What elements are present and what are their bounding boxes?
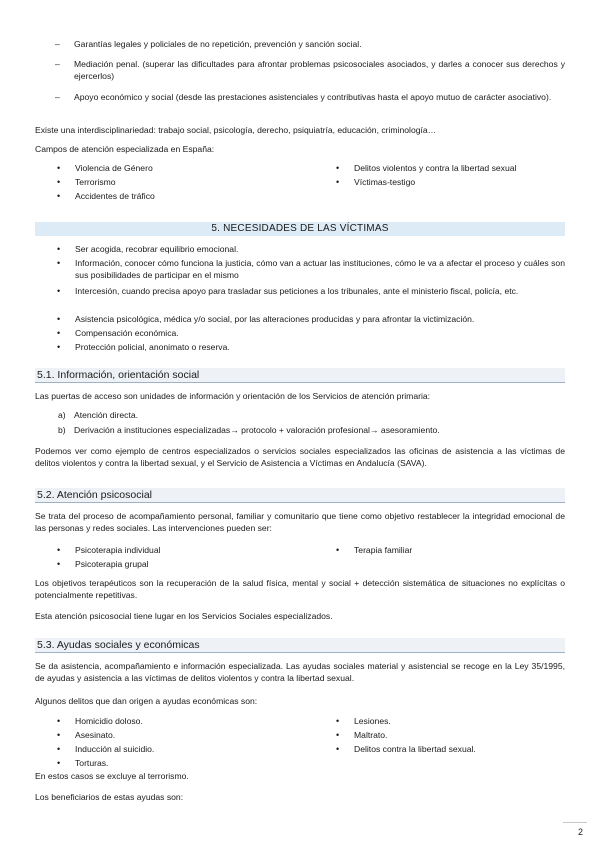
bullet-icon: • — [57, 314, 61, 324]
paragraph: Podemos ver como ejemplo de centros especializados o servicios sociales especializados las oficinas de asistencia a las víctimas de delitos violentos y contra la libertad sexual, y el Servicio de Asistencia a Víctimas en Andalucía (SAVA). — [35, 446, 565, 468]
list-item: b) Derivación a instituciones especializadas→ protocolo + valoración profesional→ asesoramiento. — [58, 425, 440, 435]
bullet-icon: • — [336, 730, 340, 740]
list-item: a) Atención directa. — [58, 410, 139, 420]
paragraph: Esta atención psicosocial tiene lugar en los Servicios Sociales especializados. — [35, 611, 333, 621]
list-item: • Intercesión, cuando precisa apoyo para trasladar sus peticiones a los tribunales, ante el ministerio fiscal, policía, etc. — [57, 286, 519, 296]
list-item: • Protección policial, anonimato o reserva. — [57, 342, 230, 352]
list-item: • Delitos violentos y contra la libertad sexual — [336, 163, 517, 173]
list-item — [55, 58, 565, 82]
list-item: • Accidentes de tráfico — [57, 191, 155, 201]
paragraph: Algunos delitos que dan origen a ayudas económicas son: — [35, 696, 258, 706]
list-item: • Asistencia psicológica, médica y/o social, por las alteraciones producidas y para afrontar la victimización. — [57, 314, 475, 324]
list-item — [55, 38, 565, 50]
bullet-icon: • — [57, 191, 61, 201]
paragraph: Se da asistencia, acompañamiento e información especializada. Las ayudas sociales material y asistencial se recoge en la Ley 35/1995, de ayudas y asistencia a las víctimas de delitos violentos y contra la libertad sexual. — [35, 661, 565, 683]
section-heading: 5. NECESIDADES DE LAS VÍCTIMAS — [35, 222, 565, 236]
page-number: 2 — [578, 827, 584, 837]
list-item: • Psicoterapia grupal — [57, 559, 149, 569]
bullet-icon: • — [57, 758, 61, 768]
bullet-icon: • — [57, 177, 61, 187]
dash-marker: – — [55, 92, 60, 102]
subsection-heading: 5.1. Información, orientación social — [35, 368, 565, 383]
bullet-icon: • — [57, 244, 61, 254]
list-item: • Violencia de Género — [57, 163, 153, 173]
list-item-text: Apoyo económico y social (desde las prestaciones asistenciales y contributivas hasta el apoyo mutuo de carácter asociativo). — [74, 92, 552, 102]
paragraph: Existe una interdisciplinariedad: trabajo social, psicología, derecho, psiquiatría, educación, criminología… — [35, 125, 437, 135]
subsection-heading: 5.2. Atención psicosocial — [35, 488, 565, 503]
bullet-icon: • — [336, 744, 340, 754]
bullet-icon: • — [57, 716, 61, 726]
dash-marker: – — [55, 39, 60, 49]
list-item: • Ser acogida, recobrar equilibrio emocional. — [57, 244, 239, 254]
bullet-icon: • — [57, 730, 61, 740]
bullet-icon: • — [57, 545, 61, 555]
footer-divider — [563, 822, 587, 823]
list-item-text: Garantías legales y policiales de no repetición, prevención y sanción social. — [74, 39, 362, 49]
bullet-icon: • — [57, 163, 61, 173]
bullet-icon: • — [57, 328, 61, 338]
bullet-icon: • — [57, 559, 61, 569]
list-item: • Delitos contra la libertad sexual. — [336, 744, 476, 754]
list-item: • Torturas. — [57, 758, 109, 768]
bullet-icon: • — [336, 716, 340, 726]
paragraph: Los objetivos terapéuticos son la recuperación de la salud física, mental y social + detección sistemática de situaciones no explícitas o potencialmente repetitivas. — [35, 578, 565, 600]
dash-marker: – — [55, 59, 60, 69]
paragraph: Se trata del proceso de acompañamiento personal, familiar y comunitario que tiene como objetivo restablecer la integridad emocional de las personas y redes sociales. Las intervenciones pueden ser: — [35, 511, 565, 533]
paragraph: Campos de atención especializada en España: — [35, 144, 215, 154]
paragraph: Los beneficiarios de estas ayudas son: — [35, 792, 184, 802]
list-item-text: Mediación penal. (superar las dificultades para afrontar problemas psicosociales asociados, y darles a conocer sus derechos y ejercerlos) — [74, 59, 565, 81]
list-item: • Lesiones. — [336, 716, 391, 726]
subsection-heading: 5.3. Ayudas sociales y económicas — [35, 638, 565, 653]
list-item: • Homicidio doloso. — [57, 716, 143, 726]
list-item — [55, 91, 565, 103]
bullet-icon: • — [336, 163, 340, 173]
bullet-icon: • — [57, 342, 61, 352]
bullet-icon: • — [57, 286, 61, 296]
list-item: • Compensación económica. — [57, 328, 179, 338]
paragraph: Las puertas de acceso son unidades de información y orientación de los Servicios de atención primaria: — [35, 391, 431, 401]
bullet-icon: • — [57, 258, 61, 268]
list-item: • Inducción al suicidio. — [57, 744, 155, 754]
bullet-icon: • — [336, 177, 340, 187]
list-item: • Víctimas-testigo — [336, 177, 416, 187]
list-item: • Información, conocer cómo funciona la justicia, cómo van a actuar las instituciones, cómo le va a afectar el proceso y cuáles son sus posibilidades de participar en el mismo — [57, 258, 565, 280]
list-item: • Psicoterapia individual — [57, 545, 161, 555]
list-item: • Asesinato. — [57, 730, 116, 740]
bullet-icon: • — [336, 545, 340, 555]
list-item: • Terapia familiar — [336, 545, 413, 555]
paragraph: En estos casos se excluye al terrorismo. — [35, 771, 189, 781]
list-item: • Maltrato. — [336, 730, 388, 740]
list-item: • Terrorismo — [57, 177, 116, 187]
bullet-icon: • — [57, 744, 61, 754]
